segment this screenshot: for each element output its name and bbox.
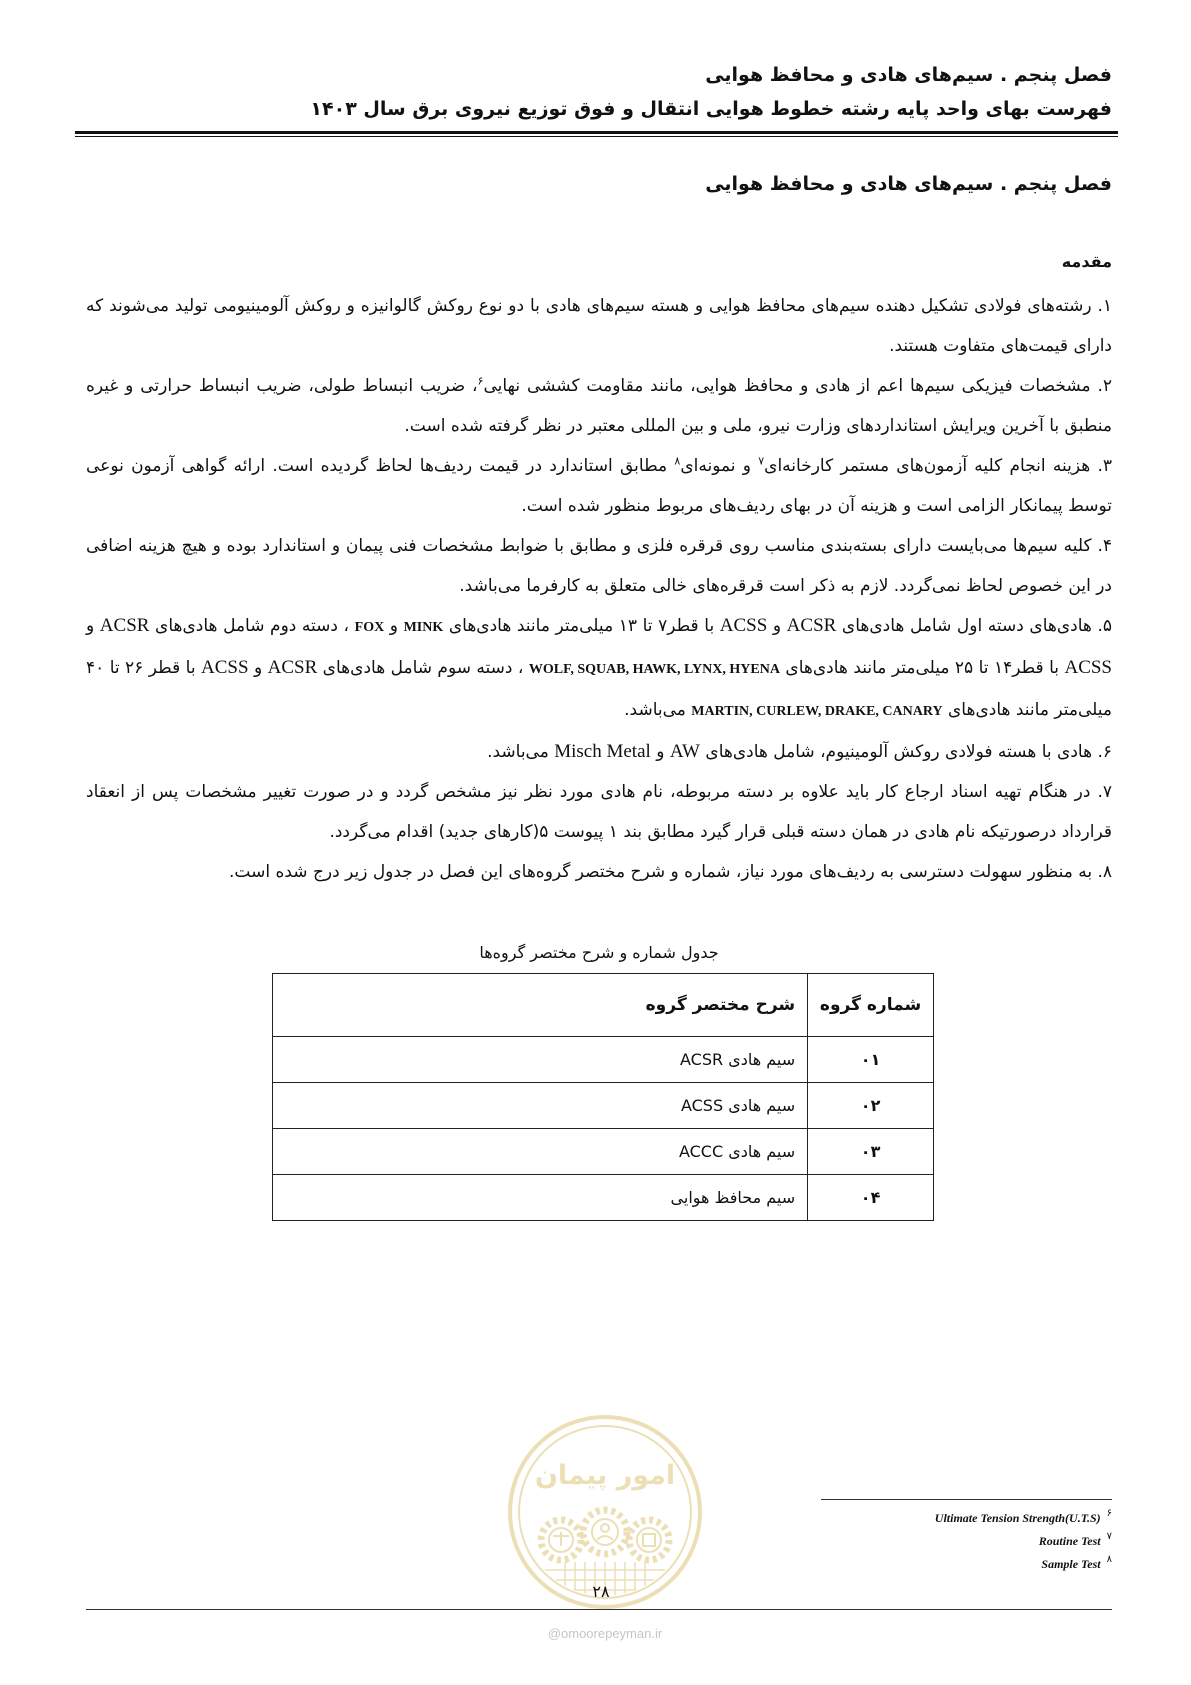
intro-paragraph	[86, 772, 1112, 852]
intro-paragraph	[86, 446, 1112, 526]
table-row	[273, 1037, 934, 1083]
paragraph-text: و	[767, 616, 787, 636]
paragraph-text: می‌باشد.	[624, 700, 692, 720]
paragraph-text: ۱. رشته‌های فولادی تشکیل دهنده سیم‌های محافظ هوایی و هسته سیم‌های هادی با دو نوع روکش گالوانیزه و روکش آلومینیومی تولید می‌شوند که دارای قیمت‌های متفاوت هستند.	[86, 296, 1112, 356]
paragraph-text: با قطر۷ تا ۱۳ میلی‌متر مانند هادی‌های	[443, 616, 720, 636]
intro-paragraph	[86, 366, 1112, 446]
group-description: سیم هادی ACCC	[273, 1129, 808, 1175]
conductor-name: MINK	[403, 620, 444, 635]
conductor-code: ACSS	[719, 615, 768, 636]
header-chapter: فصل پنجم . سیم‌های هادی و محافظ هوایی	[705, 64, 1112, 86]
footnote-item	[712, 1551, 1112, 1574]
conductor-code: Misch Metal	[554, 741, 651, 762]
footnote-marker: ۸	[1106, 1553, 1112, 1565]
paragraph-text: و نمونه‌ای	[680, 456, 759, 476]
conductor-code: ACSR	[267, 657, 318, 678]
intro-paragraph	[86, 852, 1112, 892]
paragraph-text: ۲. مشخصات فیزیکی سیم‌ها اعم از هادی و محافظ هوایی، مانند مقاومت کششی نهایی	[483, 376, 1113, 396]
footnote-item	[712, 1528, 1112, 1551]
paragraph-text: ۷. در هنگام تهیه اسناد ارجاع کار باید علاوه بر دسته مربوطه، نام هادی مورد نظر نیز مشخص گردد و در صورت تغییر مشخصات پس از انعقاد قرارداد درصورتیکه نام هادی در همان دسته قبلی قرار گیرد مطابق بند ۱ پیوست ۵(کارهای جدید) اقدام می‌گردد.	[86, 782, 1112, 842]
group-description: سیم هادی ACSS	[273, 1083, 808, 1129]
intro-heading: مقدمه	[1061, 252, 1112, 271]
content-column	[86, 58, 1112, 1221]
footnote-marker: ۷	[1106, 1530, 1112, 1542]
footnote-ref: ۸	[674, 454, 681, 468]
group-number: ۰۲	[808, 1083, 934, 1129]
footer-rule	[86, 1609, 1112, 1610]
paragraph-text: و	[384, 616, 404, 636]
group-number: ۰۱	[808, 1037, 934, 1083]
footnote-text: Routine Test	[1038, 1534, 1101, 1548]
conductor-name: WOLF, SQUAB, HAWK, LYNX, HYENA	[528, 662, 780, 677]
header-group-description: شرح مختصر گروه	[273, 974, 808, 1037]
paragraph-text: و	[650, 742, 670, 762]
paragraph-text: ۴. کلیه سیم‌ها می‌بایست دارای بسته‌بندی مناسب روی قرقره فلزی و مطابق با ضوابط مشخصات فنی پیمان و استاندارد بوده و هیچ هزینه اضافی در این خصوص لحاظ نمی‌گردد. لازم به ذکر است قرقره‌های خالی متعلق به کارفرما می‌باشد.	[86, 536, 1112, 596]
paragraph-text: ۶. هادی با هسته فولادی روکش آلومینیوم، شامل هادی‌های	[699, 742, 1112, 762]
conductor-name: FOX	[354, 620, 385, 635]
paragraph-text: مطابق استاندارد در قیمت ردیف‌ها لحاظ گردیده است. ارائه گواهی آزمون نوعی توسط پیمانکار الزامی است و هزینه آن در بهای ردیف‌های مربوط منظور شده است.	[86, 456, 1112, 516]
table-header-row	[273, 974, 934, 1037]
footnote-ref: ۷	[758, 454, 765, 468]
paragraph-text: ۵. هادی‌های دسته اول شامل هادی‌های	[836, 616, 1113, 636]
intro-paragraph	[86, 526, 1112, 606]
header-group-number: شماره گروه	[808, 974, 934, 1037]
group-description: سیم محافظ هوایی	[273, 1175, 808, 1221]
logo-calligraphy: امور پیمان	[534, 1460, 676, 1491]
paragraph-text: می‌باشد.	[487, 742, 555, 762]
group-number: ۰۴	[808, 1175, 934, 1221]
footnote-text: Ultimate Tension Strength(U.T.S)	[934, 1511, 1101, 1525]
conductor-name: MARTIN, CURLEW, DRAKE, CANARY	[691, 704, 943, 719]
footnote-separator	[821, 1499, 1112, 1500]
table-row	[273, 1083, 934, 1129]
section-title: فصل پنجم . سیم‌های هادی و محافظ هوایی	[705, 173, 1112, 195]
gear-icon	[629, 1520, 669, 1560]
header-double-rule	[75, 131, 1118, 137]
gear-icon	[541, 1520, 581, 1560]
intro-paragraph	[86, 732, 1112, 772]
conductor-code: ACSS	[1064, 657, 1112, 678]
paragraph-text: ، دسته سوم شامل هادی‌های	[317, 658, 529, 678]
paragraph-text: ۳. هزینه انجام کلیه آزمون‌های مستمر کارخانه‌ای	[764, 456, 1112, 476]
conductor-code: ACSR	[99, 615, 150, 636]
intro-paragraph	[86, 606, 1112, 732]
paragraph-text: و	[248, 658, 268, 678]
conductor-code: ACSS	[200, 657, 249, 678]
watermark-text: @omoorepeyman.ir	[547, 1626, 663, 1641]
paragraph-text: با قطر ۲۶ تا ۴۰ میلی‌متر مانند هادی‌های	[86, 658, 1112, 720]
groups-table	[272, 973, 934, 1221]
footnote-ref: ۶	[477, 374, 484, 388]
paragraph-text: با قطر۱۴ تا ۲۵ میلی‌متر مانند هادی‌های	[779, 658, 1065, 678]
page-number: ۲۸	[592, 1582, 610, 1601]
table-row	[273, 1175, 934, 1221]
paragraph-text: ، ضریب انبساط طولی، ضریب انبساط حرارتی و غیره منطبق با آخرین ویرایش استانداردهای وزارت نیرو، ملی و بین المللی معتبر در نظر گرفته شده است.	[86, 376, 1112, 436]
running-header	[86, 58, 1112, 126]
gear-icon	[583, 1510, 627, 1554]
group-description: سیم هادی ACSR	[273, 1037, 808, 1083]
paragraph-text: ۸. به منظور سهولت دسترسی به ردیف‌های مورد نیاز، شماره و شرح مختصر گروه‌های این فصل در جدول زیر درج شده است.	[229, 862, 1112, 882]
table-caption: جدول شماره و شرح مختصر گروه‌ها	[479, 943, 719, 962]
footnote-item	[712, 1505, 1112, 1528]
paragraph-text: ، دسته دوم شامل هادی‌های	[149, 616, 355, 636]
conductor-code: ACSR	[786, 615, 837, 636]
intro-paragraphs	[86, 286, 1112, 892]
conductor-code: AW	[669, 741, 700, 762]
table-row	[273, 1129, 934, 1175]
footnotes	[712, 1505, 1112, 1574]
intro-paragraph	[86, 286, 1112, 366]
footnote-text: Sample Test	[1041, 1557, 1101, 1571]
paragraph-text: و	[86, 616, 100, 636]
footnote-marker: ۶	[1106, 1507, 1112, 1519]
group-number: ۰۳	[808, 1129, 934, 1175]
header-subtitle: فهرست بهای واحد پایه رشته خطوط هوایی انتقال و فوق توزیع نیروی برق سال ۱۴۰۳	[310, 98, 1112, 120]
